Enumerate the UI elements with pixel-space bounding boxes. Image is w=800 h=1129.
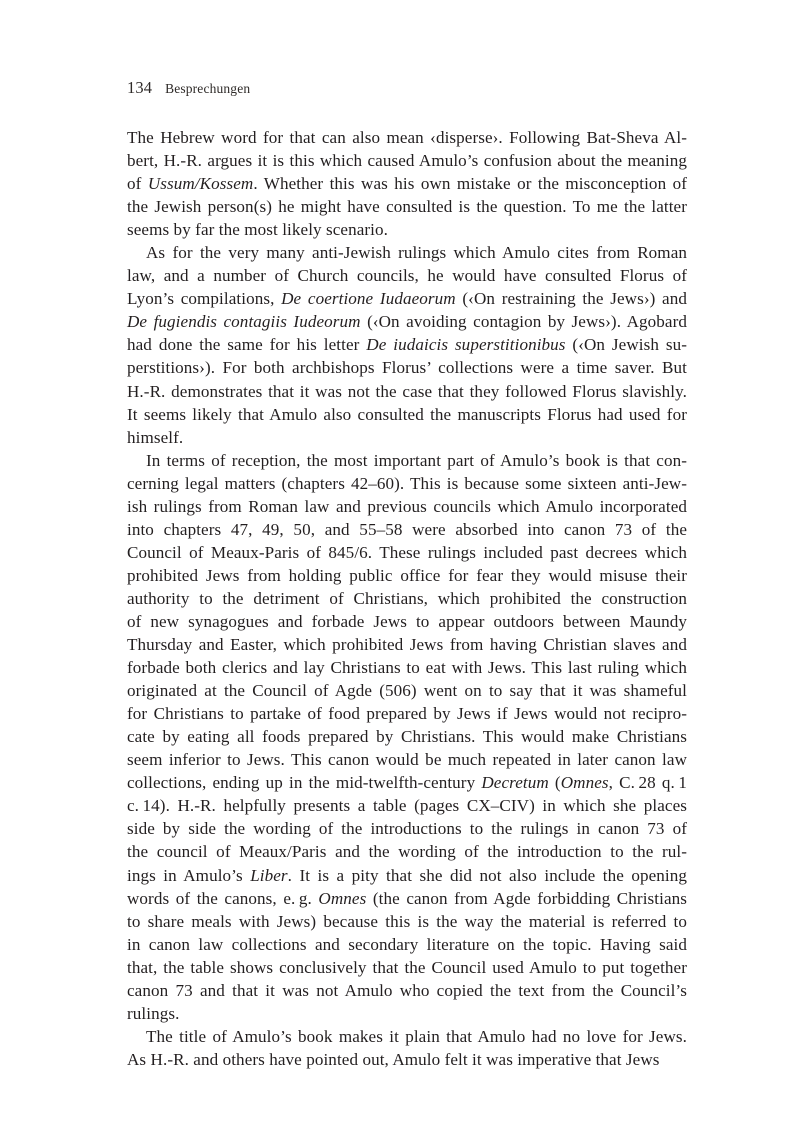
body-text	[127, 126, 687, 1071]
text-line	[127, 218, 687, 241]
text-line	[127, 426, 687, 449]
text-run: c. 14). H.-R. helpfully presents a table (pages CX–CIV) in which she places	[127, 796, 687, 816]
text-run: (‹On avoiding contagion by Jews›). Agobard	[360, 312, 687, 332]
text-line	[127, 1025, 687, 1048]
text-line	[127, 241, 687, 264]
text-run: for Christians to partake of food prepared by Jews if Jews would not recipro-	[127, 704, 687, 724]
text-line	[127, 910, 687, 933]
text-run: (	[548, 773, 561, 793]
text-line	[127, 702, 687, 725]
text-line	[127, 633, 687, 656]
text-line	[127, 172, 687, 195]
text-line	[127, 794, 687, 817]
page-number: 134	[127, 78, 153, 97]
text-line	[127, 126, 687, 149]
text-run: As for the very many anti-Jewish rulings which Amulo cites from Roman	[146, 243, 687, 263]
text-run: into chapters 47, 49, 50, and 55–58 were absorbed into canon 73 of the	[127, 519, 687, 539]
text-run: collections, ending up in the mid-twelfth-century	[127, 773, 482, 793]
text-run: . It is a pity that she did not also include the opening	[287, 865, 687, 885]
para-anti-jewish-rulings	[127, 241, 687, 448]
italic-run: De coertione Iudaeorum	[281, 289, 456, 309]
text-run: the Jewish person(s) he might have consulted is the question. To me the latter	[127, 197, 687, 217]
text-line	[127, 864, 687, 887]
text-line	[127, 956, 687, 979]
text-line	[127, 310, 687, 333]
italic-run: Ussum/Kossem	[147, 174, 254, 194]
text-run: the council of Meaux/Paris and the wording of the introduction to the rul-	[127, 842, 687, 862]
text-line	[127, 564, 687, 587]
text-run: perstitions›). For both archbishops Florus’ collections were a time saver. But	[127, 358, 687, 378]
italic-run: De iudaicis superstitionibus	[366, 335, 566, 355]
text-line	[127, 933, 687, 956]
text-line	[127, 356, 687, 379]
text-run: As H.-R. and others have pointed out, Amulo felt it was imperative that Jews	[127, 1049, 660, 1069]
text-line	[127, 656, 687, 679]
text-run: had done the same for his letter	[127, 335, 367, 355]
text-line	[127, 380, 687, 403]
text-line	[127, 449, 687, 472]
text-run: Thursday and Easter, which prohibited Jews from having Christian slaves and	[127, 635, 687, 655]
text-run: cerning legal matters (chapters 42–60). This is because some sixteen anti-Jew-	[127, 473, 687, 493]
para-hebrew-word	[127, 126, 687, 241]
text-line	[127, 817, 687, 840]
text-line	[127, 287, 687, 310]
text-run: H.-R. demonstrates that it was not the case that they followed Florus slavishly.	[127, 381, 687, 401]
text-run: law, and a number of Church councils, he would have consulted Florus of	[127, 266, 687, 286]
text-line	[127, 840, 687, 863]
text-run: in canon law collections and secondary literature on the topic. Having said	[127, 934, 687, 954]
text-line	[127, 541, 687, 564]
text-line	[127, 771, 687, 794]
running-head-title: Besprechungen	[165, 81, 251, 96]
text-line	[127, 587, 687, 610]
running-head	[127, 78, 687, 98]
para-title-of-book	[127, 1025, 687, 1071]
page-content	[127, 78, 687, 1071]
text-line	[127, 472, 687, 495]
text-run: words of the canons, e. g.	[127, 888, 319, 908]
text-run: (the canon from Agde forbidding Christians	[366, 888, 687, 908]
text-run: of	[127, 174, 148, 194]
text-line	[127, 195, 687, 218]
italic-run: Decretum	[481, 773, 549, 793]
text-run: The Hebrew word for that can also mean ‹disperse›. Following Bat-Sheva Al-	[127, 128, 687, 147]
text-line	[127, 610, 687, 633]
text-run: , C. 28 q. 1	[608, 773, 688, 793]
text-run: cate by eating all foods prepared by Christians. This would make Christians	[127, 727, 687, 747]
text-run: authority to the detriment of Christians, which prohibited the construction	[127, 588, 687, 608]
text-line	[127, 1002, 687, 1025]
text-line	[127, 748, 687, 771]
text-run: side by side the wording of the introductions to the rulings in canon 73 of	[127, 819, 687, 839]
text-run: seem inferior to Jews. This canon would be much repeated in later canon law	[127, 750, 687, 770]
text-line	[127, 264, 687, 287]
text-run: originated at the Council of Agde (506) went on to say that it was shameful	[127, 681, 687, 701]
text-line	[127, 495, 687, 518]
text-run: seems by far the most likely scenario.	[127, 220, 389, 240]
text-line	[127, 149, 687, 172]
text-run: ings in Amulo’s	[127, 865, 251, 885]
para-reception	[127, 449, 687, 1025]
text-line	[127, 887, 687, 910]
italic-run: Omnes	[318, 888, 367, 908]
text-run: (‹On Jewish su-	[565, 335, 687, 355]
text-run: himself.	[127, 427, 184, 447]
text-run: . Whether this was his own mistake or the misconception of	[253, 174, 687, 194]
italic-run: Liber	[250, 865, 288, 885]
text-line	[127, 725, 687, 748]
text-run: (‹On restraining the Jews›) and	[455, 289, 687, 309]
text-run: It seems likely that Amulo also consulted the manuscripts Florus had used for	[127, 404, 687, 424]
text-run: In terms of reception, the most important part of Amulo’s book is that con-	[146, 450, 687, 470]
italic-run: De fugiendis contagiis Iudeorum	[127, 312, 361, 332]
text-run: forbade both clerics and lay Christians to eat with Jews. This last ruling which	[127, 658, 687, 678]
text-run: of new synagogues and forbade Jews to appear outdoors between Maundy	[127, 611, 687, 631]
text-run: rulings.	[127, 1003, 180, 1023]
text-run: ish rulings from Roman law and previous councils which Amulo incorporated	[127, 496, 687, 516]
text-run: Council of Meaux-Paris of 845/6. These rulings included past decrees which	[127, 542, 687, 562]
text-run: Lyon’s compilations,	[127, 289, 282, 309]
text-line	[127, 518, 687, 541]
text-run: to share meals with Jews) because this is the way the material is referred to	[127, 911, 687, 931]
text-line	[127, 1048, 687, 1071]
text-run: The title of Amulo’s book makes it plain that Amulo had no love for Jews.	[146, 1026, 687, 1046]
italic-run: Omnes	[560, 773, 609, 793]
text-run: prohibited Jews from holding public office for fear they would misuse their	[127, 565, 687, 585]
text-line	[127, 403, 687, 426]
text-line	[127, 979, 687, 1002]
text-line	[127, 679, 687, 702]
text-run: bert, H.-R. argues it is this which caused Amulo’s confusion about the meaning	[127, 151, 687, 171]
text-line	[127, 333, 687, 356]
text-run: canon 73 and that it was not Amulo who copied the text from the Council’s	[127, 980, 687, 1000]
text-run: that, the table shows conclusively that the Council used Amulo to put together	[127, 957, 687, 977]
